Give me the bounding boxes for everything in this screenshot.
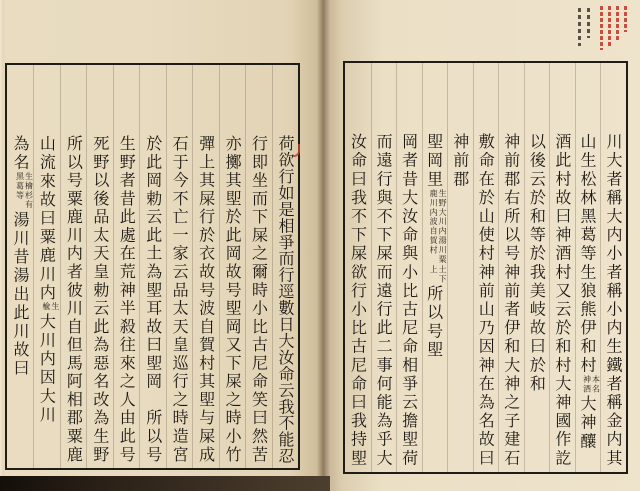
right-page-text-frame bbox=[343, 61, 628, 474]
main-text: 以後云於和等於我美岐故曰於和 bbox=[527, 133, 547, 394]
interlinear-note: 本名神酒 bbox=[582, 374, 601, 394]
text-column bbox=[60, 135, 86, 464]
ink-annotation-mark bbox=[578, 8, 581, 46]
text-column bbox=[219, 135, 245, 464]
main-text: 所以号堲 bbox=[424, 284, 444, 360]
main-text: 荷欲行如是相爭而行逕數日大汝命云我不能忍 bbox=[275, 135, 295, 464]
left-page-text-frame bbox=[5, 63, 300, 470]
main-text: 彈上其屎行於衣故号波自賀村其堲与屎成 bbox=[196, 135, 216, 464]
main-text: 川大者稱大内小者稱小内生鐵者稱金内其 bbox=[603, 133, 623, 468]
ink-annotation-mark bbox=[587, 8, 590, 38]
main-text: 岡者昔大汝命與小比古尼命相爭云擔堲荷 bbox=[399, 133, 419, 468]
main-text: 所以号粟鹿川内者彼川自但馬阿相郡粟鹿 bbox=[64, 135, 84, 464]
interlinear-note: 生檜杉有黑葛等 bbox=[15, 172, 34, 210]
red-annotation-mark bbox=[616, 6, 619, 42]
interlinear-note: 土下上 bbox=[429, 265, 448, 284]
main-text: 大神釀 bbox=[577, 394, 597, 451]
red-annotation-mark bbox=[600, 6, 603, 50]
main-text: 堲岡里 bbox=[424, 133, 444, 189]
page-edge-shadow bbox=[0, 476, 330, 491]
main-text: 神前郡右所以号神前者伊和大神之子建石 bbox=[501, 133, 521, 468]
text-column bbox=[245, 135, 271, 464]
main-text: 敷命在於山使村神前山乃因神在為名故曰 bbox=[476, 133, 496, 468]
main-text: 於此岡勅云此土為堲耳故曰堲岡 所以号 bbox=[143, 135, 163, 464]
main-text: 行即坐而下屎之爾時小比古尼命笑曰然苦 bbox=[249, 135, 269, 464]
main-text: 山流來故曰粟鹿川内 bbox=[37, 135, 57, 303]
interlinear-note: 生野大川内湯川粟鹿川内波自賀村 bbox=[429, 188, 448, 265]
main-text: 而遠行與不下屎而遠行此二事何能為乎大 bbox=[374, 133, 394, 468]
main-text: 酒此村故曰神酒村又云於和村大神國作訖 bbox=[552, 133, 572, 468]
marginal-ink-and-seal-marks bbox=[572, 4, 634, 54]
main-text: 為名 bbox=[10, 135, 30, 173]
text-column bbox=[473, 133, 499, 468]
red-annotation-mark bbox=[624, 6, 627, 32]
main-text: 伊和村 bbox=[577, 319, 597, 375]
main-text: 死野以後品太天皇勅云此為惡名改為生野 bbox=[90, 135, 110, 464]
main-text: 神前郡 bbox=[450, 133, 470, 189]
text-column bbox=[371, 133, 397, 468]
text-column bbox=[600, 133, 626, 468]
main-text: 亦擲其堲於此岡故号堲岡又下屎之時小竹 bbox=[223, 135, 243, 464]
text-column bbox=[396, 133, 422, 468]
text-column bbox=[447, 133, 473, 468]
text-column bbox=[524, 133, 550, 468]
text-column bbox=[575, 133, 601, 468]
text-column bbox=[498, 133, 524, 468]
text-column bbox=[549, 133, 575, 468]
text-column bbox=[166, 135, 192, 464]
text-column bbox=[7, 135, 33, 464]
interlinear-note: 生楡 bbox=[41, 302, 60, 312]
main-text: 大川内因大川 bbox=[37, 312, 57, 425]
book-gutter bbox=[317, 0, 331, 491]
main-text: 湯川昔湯出此川故曰 bbox=[10, 210, 30, 379]
text-column bbox=[139, 135, 165, 464]
main-text: 生野者昔此處在荒神半殺往來之人由此号 bbox=[117, 135, 137, 464]
main-text: 石于今不亡一家云品太天皇巡行之時造宮 bbox=[170, 135, 190, 464]
text-column bbox=[345, 133, 371, 468]
text-column bbox=[113, 135, 139, 464]
text-column bbox=[192, 135, 218, 464]
main-text: 汝命曰我不下屎欲行小比古尼命曰我持堲 bbox=[348, 133, 368, 468]
text-column bbox=[33, 135, 59, 464]
text-column bbox=[272, 135, 298, 464]
text-column bbox=[86, 135, 112, 464]
red-annotation-mark bbox=[608, 6, 611, 46]
main-text: 山生松林黑葛等生狼熊 bbox=[577, 133, 597, 319]
text-column bbox=[422, 133, 448, 468]
